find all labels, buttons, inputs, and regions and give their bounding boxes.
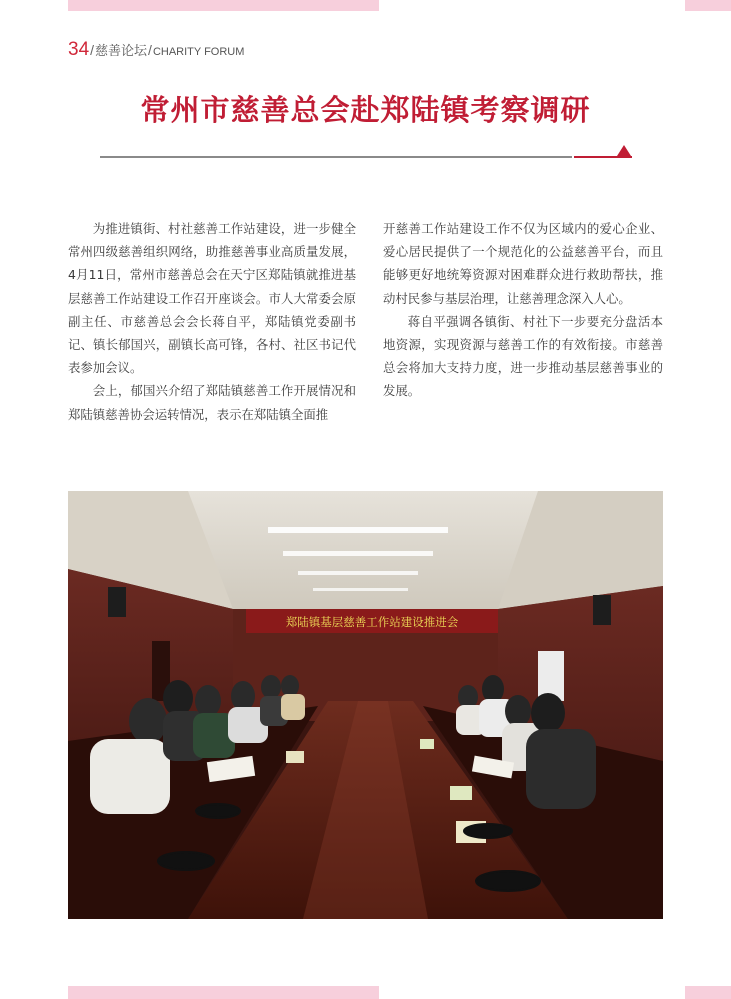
top-pink-bar-right: [685, 0, 731, 11]
article-title: 常州市慈善总会赴郑陆镇考察调研: [140, 93, 591, 127]
article-column-right: [383, 217, 663, 403]
page-header: [68, 39, 244, 63]
bottom-pink-bar-right: [685, 986, 731, 999]
paragraph: 蒋自平强调各镇街、村社下一步要充分盘活本地资源，实现资源与慈善工作的有效衔接。市慈善总会将加大支持力度，进一步推动基层慈善事业的发展。: [383, 313, 663, 399]
title-rule: [100, 156, 572, 158]
section-name-en: CHARITY FORUM: [152, 46, 245, 58]
title-rule-triangle-icon: [617, 145, 631, 156]
page-number: 34: [68, 39, 90, 60]
section-name-cn: 慈善论坛: [95, 44, 148, 59]
paragraph: 为推进镇街、村社慈善工作站建设，进一步健全常州四级慈善组织网络，助推慈善事业高质量发展，4月11日，常州市慈善总会在天宁区郑陆镇就推进基层慈善工作站建设工作召开座谈会。市人大常委会原副主任、市慈善总会会长蒋自平，郑陆镇党委副书记、镇长郁国兴，副镇长高可锋，各村、社区书记代表参加会议。: [68, 221, 356, 376]
paragraph: 会上，郁国兴介绍了郑陆镇慈善工作开展情况和郑陆镇慈善协会运转情况，表示在郑陆镇全面推: [68, 383, 356, 422]
paragraph-continued: 开慈善工作站建设工作不仅为区域内的爱心企业、爱心居民提供了一个规范化的公益慈善平台，而且能够更好地统筹资源对困难群众进行救助帮扶，推动村民参与基层治理，让慈善理念深入人心。: [383, 221, 663, 306]
top-pink-bar-left: [68, 0, 379, 11]
article-column-left: [68, 217, 356, 426]
header-separator: /: [90, 42, 95, 58]
title-rule-accent: [574, 156, 632, 158]
header-separator-2: /: [148, 42, 152, 58]
bottom-pink-bar-left: [68, 986, 379, 999]
meeting-banner: 郑陆镇基层慈善工作站建设推进会: [285, 615, 459, 629]
meeting-photo: [68, 491, 663, 919]
